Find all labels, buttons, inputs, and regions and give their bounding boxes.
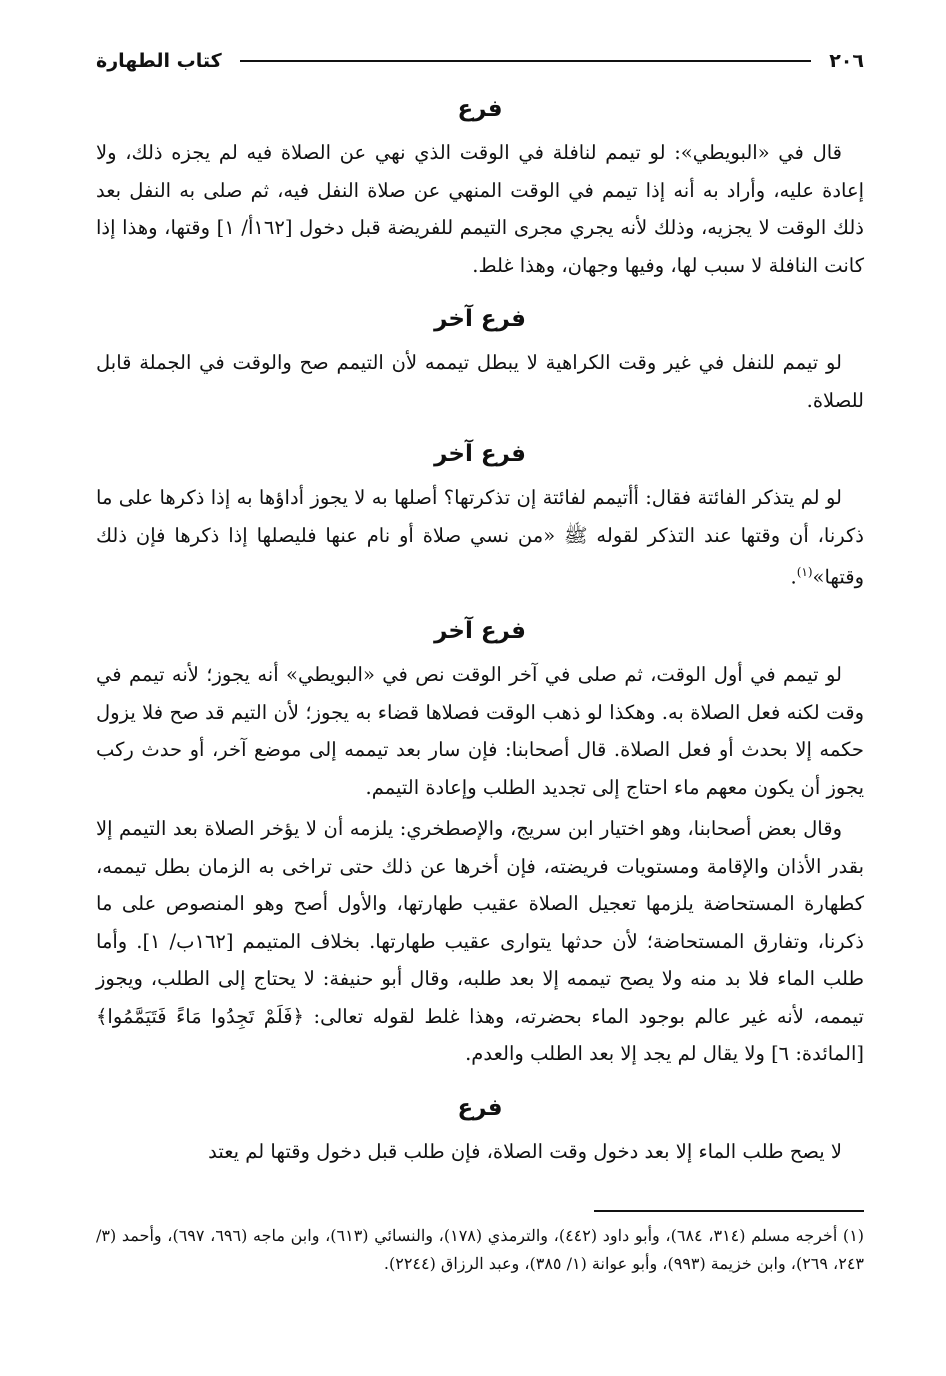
- body-paragraph: قال في «البويطي»: لو تيمم لنافلة في الوقت الذي نهي عن الصلاة فيه لم يجزه ذلك، ولا إعادة عليه، وأراد به أنه إذا تيمم في الوقت المنهي عن صلاة النفل فيه، ثم صلى به النفل بعد ذلك الوقت لا يجزيه، وذلك لأنه يجري مجرى التيمم للفريضة قبل دخول [١٦٢أ/ ١] وقتها، وهذا إذا كانت النافلة لا سبب لها، وفيها وجهان، وهذا غلط.: [96, 141, 864, 277]
- section-title: فرع آخر: [434, 441, 526, 467]
- body-paragraph: لو تيمم للنفل في غير وقت الكراهية لا يبطل تيممه لأن التيمم صح والوقت في الجملة قابل للصلاة.: [96, 351, 864, 412]
- section-title: فرع: [457, 96, 503, 122]
- body-paragraph: لا يصح طلب الماء إلا بعد دخول وقت الصلاة، فإن طلب قبل دخول وقتها لم يعتد: [208, 1139, 842, 1163]
- section-title: فرع آخر: [434, 306, 526, 332]
- book-title: كتاب الطهارة: [96, 50, 222, 72]
- book-page: [96, 44, 864, 1356]
- paragraph-text: لو لم يتذكر الفائتة فقال: أأتيمم لفائتة إن تذكرتها؟ أصلها به لا يجوز أداؤها به إذا ذكرها على ما ذكرنا، أن وقتها عند التذكر لقوله ﷺ «من نسي صلاة أو نام عنها فليصلها إذا ذكرها فإن ذلك وقتها»: [96, 486, 864, 589]
- section-title: فرع: [457, 1094, 503, 1121]
- running-header: [96, 44, 864, 78]
- body-paragraph: لو تيمم في أول الوقت، ثم صلى في آخر الوقت نص في «البويطي» أنه يجوز؛ لأنه تيمم في وقت لكنه فعل الصلاة به. وهكذا لو ذهب الوقت فصلاها قضاء به يجوز؛ لأن التيم قد صح فلا يزول حكمه إلا بحدث أو فعل الصلاة. قال أصحابنا: فإن سار بعد تيممه إلى موضع آخر، أو حدث ركب يجوز أن يكون معهم ماء احتاج إلى تجديد الطلب وإعادة التيمم.: [96, 663, 864, 799]
- body-paragraph: لو لم يتذكر الفائتة فقال: أأتيمم لفائتة إن تذكرتها؟ أصلها به لا يجوز أداؤها به إذا ذكرها على ما ذكرنا، أن وقتها عند التذكر لقوله ﷺ «من نسي صلاة أو نام عنها فليصلها إذا ذكرها فإن ذلك وقتها»$^{(١)}$.: [96, 486, 864, 589]
- body-paragraph: وقال بعض أصحابنا، وهو اختيار ابن سريج، والإصطخري: يلزمه أن لا يؤخر الصلاة بعد التيمم إلا بقدر الأذان والإقامة ومستويات فريضته، فإن أخرها عن ذلك حتى تراخى به الزمان بطل تيممه، كطهارة المستحاضة يلزمها تعجيل الصلاة عقيب طهارتها، والأول أصح وهو المنصوص على ما ذكرنا، وتفارق المستحاضة؛ لأن حدثها يتوارى عقيب طهارتها. بخلاف المتيمم [١٦٢ب/ ١]. وأما طلب الماء فلا بد منه ولا يصح تيممه إلا بعد طلبه، وقال أبو حنيفة: لا يحتاج إلى الطلب، ويجوز تيممه، لأنه غير عالم بوجود الماء بحضرته، وهذا غلط لقوله تعالى: ﴿فَلَمْ تَجِدُوا مَاءً فَتَيَمَّمُوا﴾ [المائدة: ٦] ولا يقال لم يجد إلا بعد الطلب والعدم.: [96, 817, 864, 1065]
- footnote-marker: (١): [796, 565, 813, 579]
- section-title: فرع آخر: [434, 618, 526, 644]
- header-rule: [240, 60, 812, 62]
- footnote: (١) أخرجه مسلم (٣١٤، ٦٨٤)، وأبو داود (٤٤٢)، والترمذي (١٧٨)، والنسائي (٦١٣)، وابن ماجه (٦٩٦، ٦٩٧)، وأحمد (٣/ ٢٤٣، ٢٦٩)، وابن خزيمة (٩٩٣)، وأبو عوانة (١/ ٣٨٥)، وعبد الرزاق (٢٢٤٤).: [96, 1225, 865, 1273]
- footnote-rule: [594, 1210, 864, 1212]
- page-number: ٢٠٦: [829, 50, 864, 72]
